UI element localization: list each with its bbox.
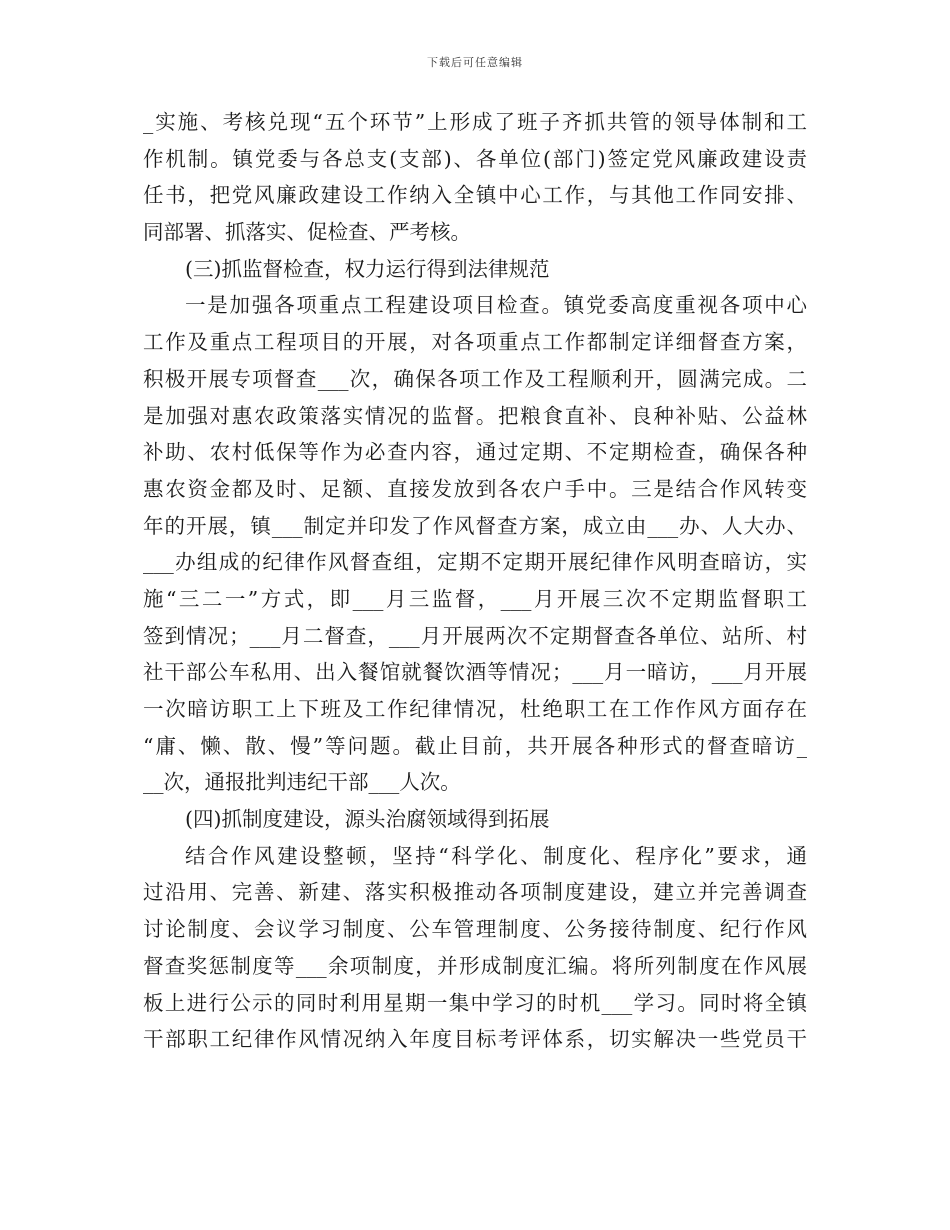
line-text: __次，通报批判违纪干部___人次。: [143, 770, 461, 795]
line-text: 补助、农村低保等作为必查内容，通过定期、不定期检查，确保各种: [143, 440, 807, 465]
paragraph-line: [143, 618, 807, 655]
paragraph-line: [143, 728, 807, 765]
paragraph-first-line: [143, 838, 807, 875]
paragraph-first-line: [143, 251, 807, 288]
paragraph-first-line: [143, 287, 807, 324]
paragraph-line: [143, 214, 807, 251]
line-text: 板上进行公示的同时利用星期一集中学习的时机___学习。同时将全镇: [143, 990, 807, 1015]
paragraph-line: [143, 911, 807, 948]
paragraph-line: [143, 948, 807, 985]
paragraph-line: [143, 874, 807, 911]
line-text: 一次暗访职工上下班及工作纪律情况，杜绝职工在工作作风方面存在: [143, 697, 807, 721]
line-text: 过沿用、完善、新建、落实积极推动各项制度建设，建立并完善调查: [143, 880, 807, 905]
line-text: 年的开展，镇___制定并印发了作风督查方案，成立由___办、人大办、: [143, 513, 807, 538]
page-header: 下载后可任意编辑: [427, 56, 523, 69]
paragraph-line: [143, 985, 807, 1022]
line-text: (三)抓监督检查，权力运行得到法律规范: [185, 256, 550, 281]
line-text: 讨论制度、会议学习制度、公车管理制度、公务接待制度、纪行作风: [143, 917, 807, 942]
line-text: _实施、考核兑现“五个环节”上形成了班子齐抓共管的领导体制和工: [143, 110, 807, 134]
paragraph-line: [143, 104, 807, 141]
paragraph-line: [143, 508, 807, 545]
paragraph-line: [143, 434, 807, 471]
line-text: 任书，把党风廉政建设工作纳入全镇中心工作，与其他工作同安排、: [143, 183, 807, 208]
paragraph-line: [143, 691, 807, 728]
line-text: 督查奖惩制度等___余项制度，并形成制度汇编。将所列制度在作风展: [143, 953, 807, 978]
line-text: ___办组成的纪律作风督查组，定期不定期开展纪律作风明查暗访，实: [143, 550, 807, 575]
paragraph-line: [143, 141, 807, 178]
paragraph-first-line: [143, 801, 807, 838]
line-text: 工作及重点工程项目的开展，对各项重点工作都制定详细督查方案，: [143, 330, 807, 355]
line-text: 惠农资金都及时、足额、直接发放到各农户手中。三是结合作风转变: [143, 476, 807, 501]
line-text: 作机制。镇党委与各总支(支部)、各单位(部门)签定党风廉政建设责: [143, 146, 807, 171]
paragraph-line: [143, 544, 807, 581]
paragraph-line: [143, 398, 807, 435]
line-text: 一是加强各项重点工程建设项目检查。镇党委高度重视各项中心: [185, 293, 807, 318]
line-text: 社干部公车私用、出入餐馆就餐饮酒等情况；___月一暗访，___月开展: [143, 660, 807, 685]
line-text: 结合作风建设整顿，坚持“科学化、制度化、程序化”要求，通: [185, 843, 807, 868]
line-text: 是加强对惠农政策落实情况的监督。把粮食直补、良种补贴、公益林: [143, 403, 807, 428]
line-text: “庸、懒、散、慢”等问题。截止目前，共开展各种形式的督查暗访_: [143, 733, 807, 758]
paragraph-line: [143, 1021, 807, 1058]
paragraph-line: [143, 654, 807, 691]
line-text: 干部职工纪律作风情况纳入年度目标考评体系，切实解决一些党员干: [143, 1027, 807, 1052]
paragraph-line: [143, 764, 807, 801]
line-text: 同部署、抓落实、促检查、严考核。: [143, 220, 471, 245]
line-text: 签到情况；___月二督查，___月开展两次不定期督查各单位、站所、村: [143, 623, 807, 648]
line-text: 积极开展专项督查___次，确保各项工作及工程顺利开，圆满完成。二: [143, 366, 807, 391]
line-text: 施“三二一”方式，即___月三监督，___月开展三次不定期监督职工: [143, 586, 807, 611]
paragraph-line: [143, 471, 807, 508]
document-body: [143, 104, 807, 1058]
line-text: (四)抓制度建设，源头治腐领域得到拓展: [185, 807, 550, 832]
paragraph-line: [143, 324, 807, 361]
paragraph-line: [143, 177, 807, 214]
paragraph-line: [143, 581, 807, 618]
paragraph-line: [143, 361, 807, 398]
